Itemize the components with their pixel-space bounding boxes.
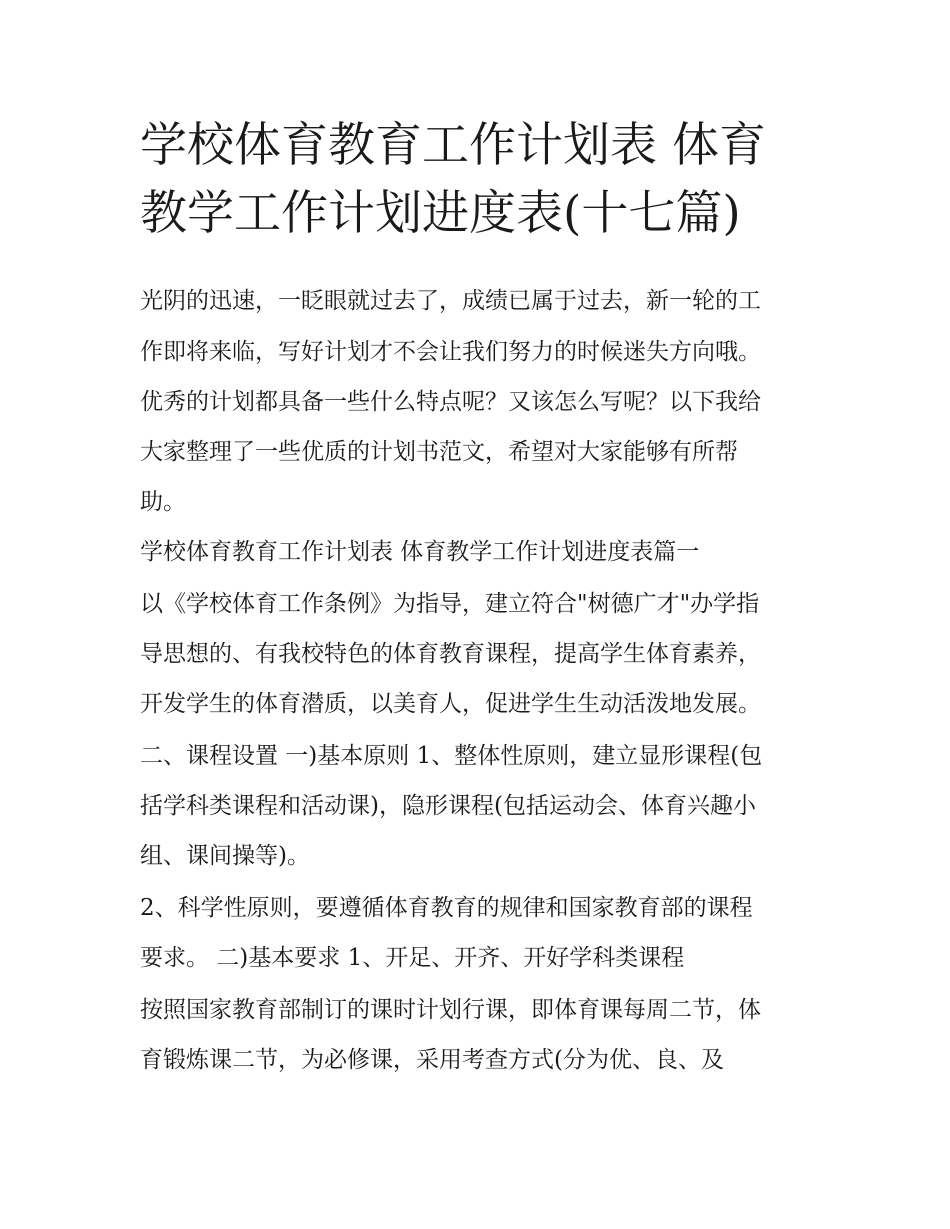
body-line: 光阴的迅速，一眨眼就过去了，成绩已属于过去，新一轮的工 xyxy=(140,288,761,314)
document-title xyxy=(140,112,820,248)
body-line: 大家整理了一些优质的计划书范文，希望对大家能够有所帮 xyxy=(140,439,738,465)
body-line: 组、课间操等)。 xyxy=(140,843,310,869)
title-line-2: 教学工作计划进度表(十七篇) xyxy=(140,186,741,241)
body-line: 要求。 二)基本要求 1、开足、开齐、开好学科类课程 xyxy=(140,945,685,971)
body-line: 二、课程设置 一)基本原则 1、整体性原则，建立显形课程(包 xyxy=(140,743,763,769)
body-line: 括学科类课程和活动课)，隐形课程(包括运动会、体育兴趣小 xyxy=(140,793,756,819)
body-line: 2、科学性原则，要遵循体育教育的规律和国家教育部的课程 xyxy=(140,895,753,921)
title-line-1: 学校体育教育工作计划表 体育 xyxy=(140,118,766,173)
body-line: 以《学校体育工作条例》为指导，建立符合"树德广才"办学指 xyxy=(140,591,760,617)
body-line: 导思想的、有我校特色的体育教育课程，提高学生体育素养， xyxy=(140,641,761,667)
body-line: 按照国家教育部制订的课时计划行课，即体育课每周二节，体 xyxy=(140,997,761,1023)
section-heading: 学校体育教育工作计划表 体育教学工作计划进度表篇一 xyxy=(140,539,700,565)
body-line: 助。 xyxy=(140,489,186,515)
body-line: 作即将来临，写好计划才不会让我们努力的时候迷失方向哦。 xyxy=(140,339,761,365)
body-line: 优秀的计划都具备一些什么特点呢？又该怎么写呢？以下我给 xyxy=(140,389,761,415)
body-line: 开发学生的体育潜质，以美育人，促进学生生动活泼地发展。 xyxy=(140,691,761,717)
body-line: 育锻炼课二节，为必修课，采用考查方式(分为优、良、及 xyxy=(140,1047,724,1073)
